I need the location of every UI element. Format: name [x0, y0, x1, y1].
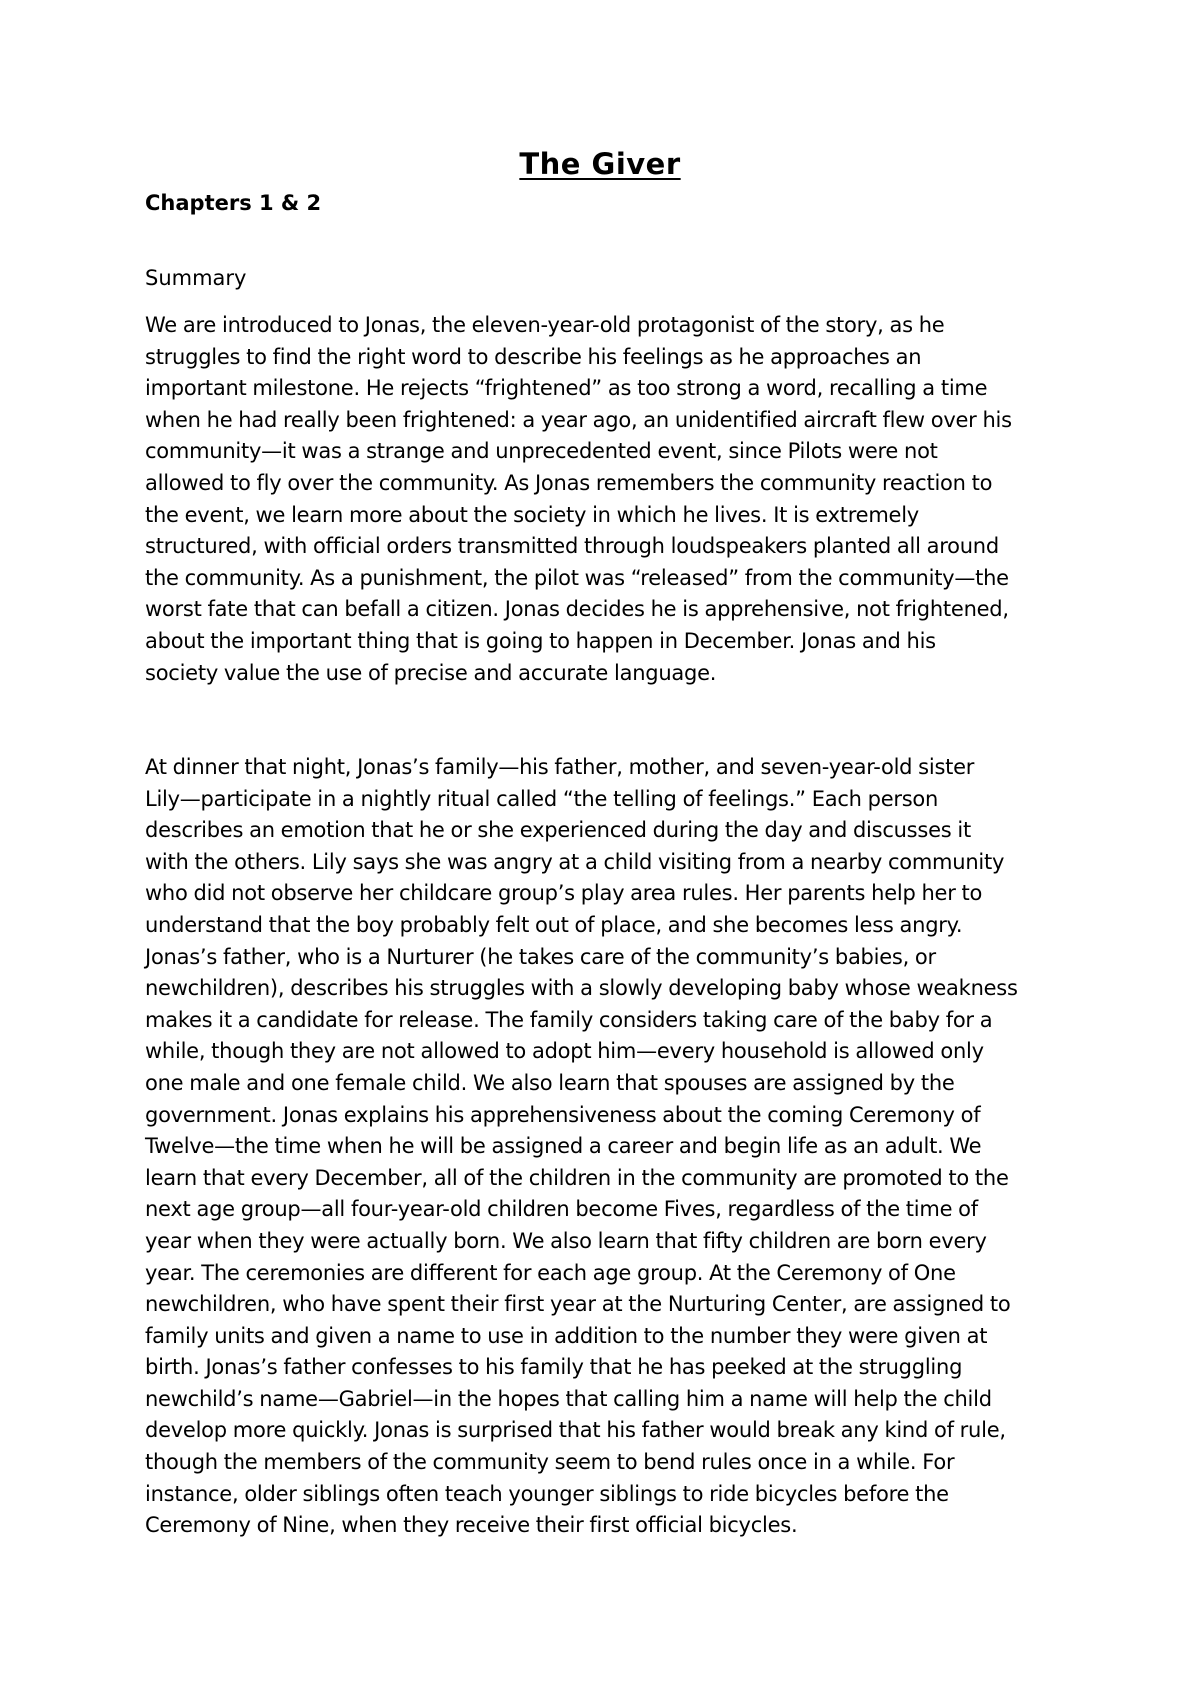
chapters-heading: Chapters 1 & 2	[145, 191, 322, 215]
paragraph-line: government. Jonas explains his apprehensiveness about the coming Ceremony of	[145, 1102, 981, 1127]
paragraph-line: society value the use of precise and accurate language.	[145, 660, 717, 685]
document-title: The Giver	[519, 147, 681, 181]
paragraph-line: At dinner that night, Jonas’s family—his father, mother, and seven-year-old sister	[145, 755, 975, 779]
paragraph-line: when he had really been frightened: a year ago, an unidentified aircraft flew over his	[145, 407, 1012, 432]
paragraph-line: describes an emotion that he or she experienced during the day and discusses it	[145, 818, 971, 843]
paragraph-line: instance, older siblings often teach younger siblings to ride bicycles before the	[145, 1481, 949, 1506]
paragraph-line: Twelve—the time when he will be assigned a career and begin life as an adult. We	[145, 1134, 982, 1159]
paragraph-line: one male and one female child. We also learn that spouses are assigned by the	[145, 1070, 955, 1095]
paragraph-line: develop more quickly. Jonas is surprised that his father would break any kind of rule,	[145, 1418, 1006, 1443]
paragraph-line: We are introduced to Jonas, the eleven-year-old protagonist of the story, as he	[145, 313, 945, 337]
paragraph-line: year. The ceremonies are different for each age group. At the Ceremony of One	[145, 1260, 956, 1285]
paragraph-line: community—it was a strange and unprecedented event, since Pilots were not	[145, 439, 938, 464]
paragraph-line: newchildren), describes his struggles with a slowly developing baby whose weakness	[145, 976, 1018, 1001]
paragraph-line: Jonas’s father, who is a Nurturer (he takes care of the community’s babies, or	[145, 944, 936, 969]
paragraph-line: important milestone. He rejects “frightened” as too strong a word, recalling a time	[145, 376, 988, 401]
paragraph-line: with the others. Lily says she was angry at a child visiting from a nearby community	[145, 849, 1005, 874]
paragraph-line: Ceremony of Nine, when they receive their first official bicycles.	[145, 1513, 798, 1538]
paragraph-line: struggles to find the right word to describe his feelings as he approaches an	[145, 344, 922, 369]
summary-label: Summary	[145, 266, 247, 290]
summary-paragraph-2	[145, 752, 1080, 1542]
paragraph-line: makes it a candidate for release. The family considers taking care of the baby for a	[145, 1007, 993, 1032]
summary-paragraph-1	[145, 310, 1080, 689]
paragraph-line: newchild’s name—Gabriel—in the hopes that calling him a name will help the child	[145, 1386, 992, 1411]
paragraph-line: structured, with official orders transmitted through loudspeakers planted all around	[145, 534, 999, 559]
paragraph-line: the event, we learn more about the society in which he lives. It is extremely	[145, 502, 919, 527]
paragraph-line: who did not observe her childcare group’s play area rules. Her parents help her to	[145, 881, 983, 906]
paragraph-line: family units and given a name to use in addition to the number they were given at	[145, 1323, 988, 1348]
paragraph-line: understand that the boy probably felt out of place, and she becomes less angry.	[145, 912, 963, 937]
paragraph-line: year when they were actually born. We also learn that fifty children are born every	[145, 1228, 987, 1253]
paragraph-line: learn that every December, all of the children in the community are promoted to the	[145, 1165, 1009, 1190]
paragraph-line: birth. Jonas’s father confesses to his family that he has peeked at the struggling	[145, 1355, 963, 1380]
paragraph-line: allowed to fly over the community. As Jonas remembers the community reaction to	[145, 470, 993, 495]
paragraph-line: about the important thing that is going to happen in December. Jonas and his	[145, 628, 936, 653]
paragraph-line: newchildren, who have spent their first year at the Nurturing Center, are assigned to	[145, 1292, 1011, 1317]
paragraph-line: while, though they are not allowed to adopt him—every household is allowed only	[145, 1039, 984, 1064]
paragraph-line: next age group—all four-year-old children become Fives, regardless of the time of	[145, 1197, 978, 1222]
paragraph-line: worst fate that can befall a citizen. Jonas decides he is apprehensive, not frightened,	[145, 597, 1009, 622]
paragraph-line: Lily—participate in a nightly ritual called “the telling of feelings.” Each person	[145, 786, 939, 811]
paragraph-line: though the members of the community seem to bend rules once in a while. For	[145, 1450, 955, 1475]
paragraph-line: the community. As a punishment, the pilot was “released” from the community—the	[145, 565, 1009, 590]
